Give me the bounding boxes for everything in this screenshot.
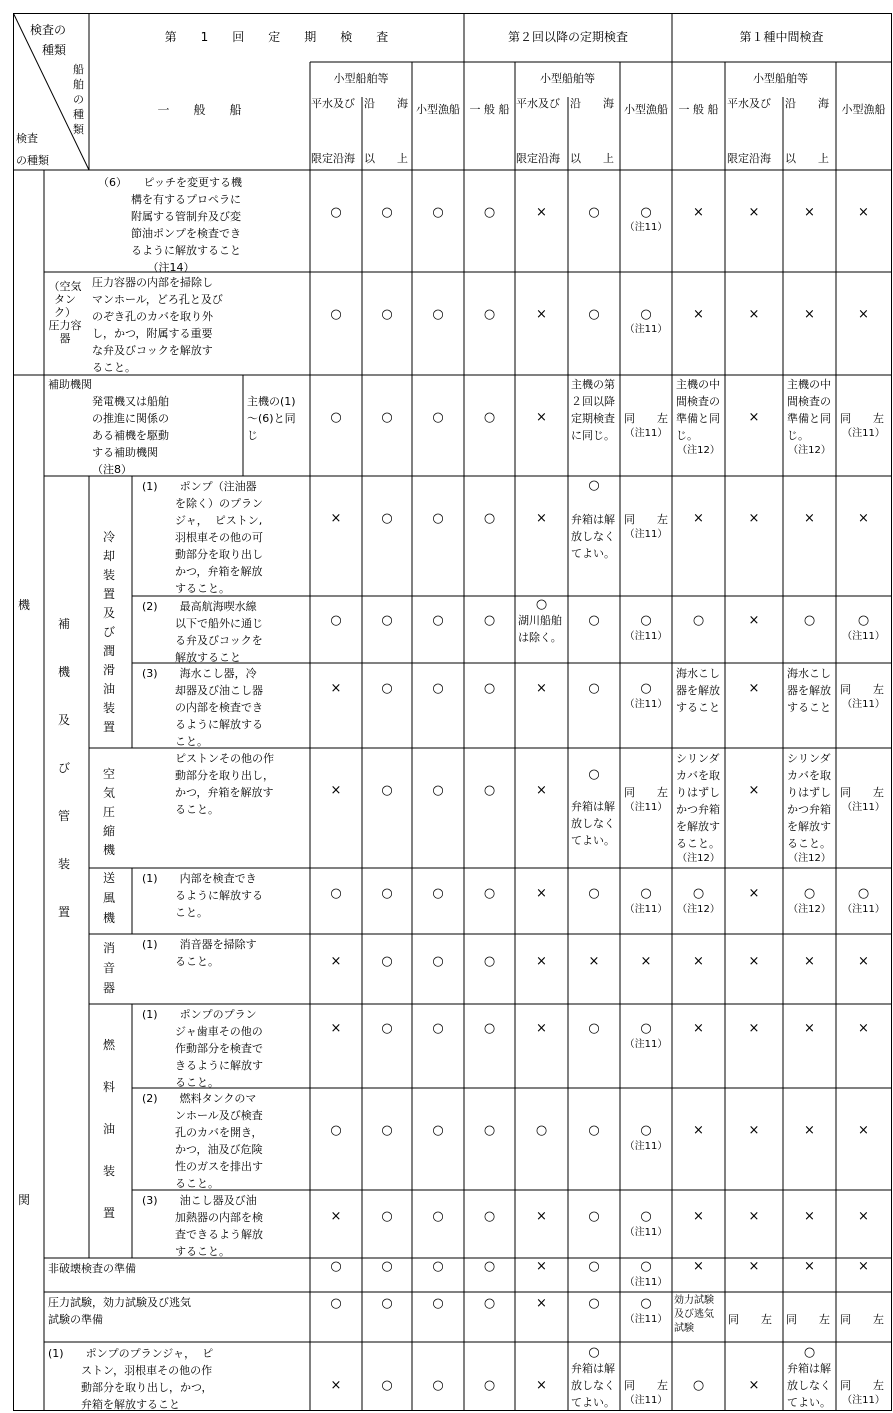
- note-cell: （注11）: [842, 904, 885, 915]
- mark-cell: ×: [804, 1259, 815, 1274]
- note-cell: （注11）: [624, 631, 668, 642]
- mark-cell: ○: [381, 954, 393, 969]
- mark-cell: ×: [804, 1021, 815, 1036]
- mark-cell: ○: [381, 1259, 393, 1274]
- mark-cell: ○: [330, 613, 342, 628]
- cell-text: 同 左: [840, 683, 884, 696]
- mark-cell: ×: [693, 954, 704, 969]
- mark-cell: ○: [330, 205, 342, 220]
- mark-cell: ×: [536, 307, 547, 322]
- note-cell: （注11）: [624, 1141, 668, 1152]
- mark-cell: ×: [858, 954, 869, 969]
- mark-cell: ○: [640, 307, 652, 322]
- small-ships-header-1: 小型船舶等: [333, 72, 389, 85]
- group-header-intermediate: 第１種中間検査: [739, 30, 824, 44]
- mark-cell: ○: [483, 511, 496, 526]
- cell-text: シリンダ カバを取 りはずし かつ弁箱 を解放す ること。: [676, 752, 720, 850]
- mark-cell: ○: [381, 886, 393, 901]
- cooling-item-1: (1) ポンプ（注油器 を除く）のプラン ジャ， ピストン, 羽根車その他の可 動部分を取り出し かつ，弁箱を解放 すること。: [142, 480, 263, 595]
- same-as-main-desc: 主機の(1) ～(6)と同 じ: [247, 395, 296, 442]
- mark-cell: ×: [330, 681, 342, 696]
- cell-text: 同 左: [786, 1313, 830, 1326]
- mark-cell: ×: [330, 1378, 342, 1393]
- mark-cell: ×: [693, 1123, 704, 1138]
- mark-cell: ○: [692, 886, 705, 901]
- mark-cell: ○: [692, 613, 705, 628]
- mark-cell: ×: [748, 1378, 760, 1393]
- cell-text: 海水こし 器を解放 すること: [787, 667, 831, 714]
- note-cell: （注11）: [624, 1395, 668, 1406]
- cooling-item-2: (2) 最高航海喫水線 以下で船外に通じ る弁及びコックを 解放すること: [142, 600, 263, 664]
- mark-cell: ○: [381, 783, 393, 798]
- group-header-first-periodic: 第 1 回 定 期 検 査: [164, 30, 389, 44]
- mark-cell: ○: [483, 1021, 496, 1036]
- mark-cell: ○: [588, 767, 600, 782]
- cooling-lubrication-label: 冷 却 装 置 及 び 潤 滑 油 装 置: [103, 530, 116, 734]
- mark-cell: ○: [330, 1296, 342, 1311]
- mark-cell: ○: [692, 1378, 705, 1393]
- cell-text: 同 左: [728, 1313, 772, 1326]
- mark-cell: ○: [803, 886, 816, 901]
- cell-text: 同 左: [840, 786, 884, 799]
- pressure-test-label: 圧力試験，効力試験及び逃気 試験の準備: [48, 1296, 191, 1326]
- pitch-propeller-desc: （6） ピッチを変更する機 構を有するプロペラに 附属する管制弁及び変 節油ポンプを検査でき るように解放すること （注14）: [98, 176, 243, 274]
- mark-cell: ○: [483, 613, 496, 628]
- note-cell: （注11）: [624, 699, 668, 710]
- mark-cell: ○: [432, 783, 444, 798]
- cell-text: 弁箱は解 放しなく てよい。: [571, 800, 615, 847]
- mark-cell: ○: [432, 681, 444, 696]
- note-cell: （注12）: [788, 904, 831, 915]
- mark-cell: ×: [693, 1259, 704, 1274]
- mark-cell: ×: [858, 1259, 869, 1274]
- mark-cell: ○: [483, 886, 496, 901]
- mark-cell: ×: [693, 1021, 704, 1036]
- note-cell: （注11）: [624, 428, 668, 439]
- mark-cell: ×: [748, 1259, 760, 1274]
- mark-cell: ×: [804, 954, 815, 969]
- fuel-item-2: (2) 燃料タンクのマ ンホール及び検査 孔のカバを開き， かつ，油及び危険 性のガスを排出す ること。: [142, 1092, 263, 1190]
- note-cell: （注11）: [842, 699, 885, 710]
- mark-cell: ×: [330, 511, 342, 526]
- note-cell: （注12）: [677, 853, 720, 864]
- mark-cell: ○: [381, 410, 393, 425]
- mark-cell: ×: [858, 1021, 869, 1036]
- mark-cell: ×: [858, 205, 869, 220]
- cell-text: 弁箱は解 放しなく てよい。: [571, 513, 615, 560]
- mark-cell: ○: [432, 1209, 444, 1224]
- mark-cell: ×: [804, 205, 815, 220]
- or-more-header-3: 以 上: [785, 152, 829, 165]
- coastal-header-3: 沿 海: [785, 97, 829, 110]
- engine-label-1: 機: [18, 598, 31, 612]
- cell-text: 同 左: [624, 412, 668, 425]
- corner-inspection-label: 検査の: [30, 23, 67, 37]
- mark-cell: ○: [640, 886, 652, 901]
- or-more-header-1: 以 上: [364, 152, 408, 165]
- corner-ship-type-label: 船 舶 の 種 類: [73, 63, 84, 136]
- mark-cell: ○: [483, 1378, 496, 1393]
- mark-cell: ○: [432, 886, 444, 901]
- mark-cell: ○: [483, 307, 496, 322]
- note-cell: （注11）: [842, 802, 885, 813]
- note-cell: （注11）: [842, 1395, 885, 1406]
- mark-cell: ○: [381, 205, 393, 220]
- note-cell: （注12）: [677, 904, 720, 915]
- mark-cell: ○: [483, 410, 496, 425]
- mark-cell: ○: [857, 613, 870, 628]
- small-fishing-header-3: 小型漁船: [841, 103, 886, 116]
- cell-text: 主機の中 間検査の 準備と同 じ。: [676, 378, 720, 442]
- smooth-water-header-1: 平水及び: [311, 97, 355, 110]
- mark-cell: ×: [330, 1209, 342, 1224]
- corner-kind-label: 検査: [16, 132, 38, 145]
- mark-cell: ○: [432, 1021, 444, 1036]
- mark-cell: ○: [381, 613, 393, 628]
- mark-cell: ○: [330, 1123, 342, 1138]
- note-cell: （注11）: [624, 802, 668, 813]
- generator-desc: 発電機又は船舶 の推進に関係の ある補機を駆動 する補助機関 （注8）: [92, 395, 169, 476]
- mark-cell: ×: [588, 954, 600, 969]
- mark-cell: ○: [483, 1209, 496, 1224]
- mark-cell: ×: [858, 1209, 869, 1224]
- mark-cell: ○: [432, 511, 444, 526]
- note-cell: （注11）: [624, 904, 668, 915]
- mark-cell: ○: [588, 478, 600, 493]
- coastal-header-2: 沿 海: [570, 97, 614, 110]
- mark-cell: ×: [748, 1123, 760, 1138]
- cell-text: 主機の中 間検査の 準備と同 じ。: [787, 378, 831, 442]
- mark-cell: ○: [588, 1209, 600, 1224]
- cell-text: シリンダ カバを取 りはずし かつ弁箱 を解放す ること。: [787, 752, 831, 850]
- note-cell: （注11）: [624, 1227, 668, 1238]
- fuel-item-1: (1) ポンプのプラン ジャ歯車その他の 作動部分を検査で きるように解放す ること。: [142, 1008, 263, 1089]
- mark-cell: ○: [432, 613, 444, 628]
- cell-text: 同 左: [624, 786, 668, 799]
- mark-cell: ○: [381, 511, 393, 526]
- note-cell: （注11）: [624, 1277, 668, 1288]
- mark-cell: ○: [432, 1123, 444, 1138]
- mark-cell: ×: [748, 681, 760, 696]
- or-more-header-2: 以 上: [570, 152, 614, 165]
- cooling-item-3: (3) 海水こし器，冷 却器及び油こし器 の内部を検査でき るように解放する こと。: [142, 667, 263, 748]
- mark-cell: ×: [330, 1021, 342, 1036]
- mark-cell: ○: [381, 307, 393, 322]
- mark-cell: ○: [535, 1123, 548, 1138]
- limited-coastal-header-1: 限定沿海: [311, 152, 355, 165]
- mark-cell: ×: [693, 307, 704, 322]
- mark-cell: ×: [858, 511, 869, 526]
- mark-cell: ○: [381, 681, 393, 696]
- mark-cell: ×: [748, 307, 760, 322]
- mark-cell: ×: [748, 205, 760, 220]
- last-item-desc: (1) ポンプのプランジャ， ピ ストン，羽根車その他の作 動部分を取り出し，かつ， 弁箱を解放すること: [48, 1347, 214, 1411]
- note-cell: （注11）: [624, 222, 668, 233]
- mark-cell: ○: [588, 1259, 600, 1274]
- note-cell: （注11）: [624, 1314, 668, 1325]
- mark-cell: ○: [640, 1021, 652, 1036]
- mark-cell: ○: [803, 613, 816, 628]
- mark-cell: ○: [432, 1296, 444, 1311]
- mark-cell: ×: [748, 613, 760, 628]
- mark-cell: ○: [803, 1345, 816, 1360]
- mark-cell: ×: [536, 205, 547, 220]
- note-cell: （注11）: [624, 529, 668, 540]
- mark-cell: ×: [536, 954, 547, 969]
- muffler-desc: (1) 消音器を掃除す ること。: [142, 938, 257, 968]
- mark-cell: ×: [640, 954, 652, 969]
- mark-cell: ×: [330, 783, 342, 798]
- mark-cell: ×: [748, 410, 760, 425]
- mark-cell: ○: [640, 1296, 652, 1311]
- cell-text: 同 左: [840, 412, 884, 425]
- mark-cell: ×: [804, 511, 815, 526]
- mark-cell: ○: [588, 307, 600, 322]
- blower-desc: (1) 内部を検査でき るように解放する こと。: [142, 872, 263, 919]
- mark-cell: ×: [330, 954, 342, 969]
- cell-text: 海水こし 器を解放 すること: [676, 667, 720, 714]
- mark-cell: ○: [483, 1259, 496, 1274]
- mark-cell: ×: [804, 307, 815, 322]
- note-cell: （注12）: [788, 853, 831, 864]
- mark-cell: ×: [536, 783, 547, 798]
- mark-cell: ○: [330, 886, 342, 901]
- engine-label-2: 関: [18, 1193, 31, 1207]
- pressure-vessel-desc: 圧力容器の内部を掃除し マンホール，どろ孔と及び のぞき孔のカバを取り外 し，かつ，附属する重要 な弁及びコックを解放す ること。: [92, 276, 223, 374]
- mark-cell: ○: [432, 205, 444, 220]
- cell-text: 弁箱は解 放しなく てよい。: [787, 1362, 831, 1409]
- aux-machinery-label: 補助機関: [48, 378, 92, 391]
- cell-text: 同 左: [624, 1379, 668, 1392]
- mark-cell: ×: [536, 1378, 547, 1393]
- air-compressor-label: 空 気 圧 縮 機: [103, 767, 116, 857]
- mark-cell: ×: [748, 511, 760, 526]
- note-cell: （注11）: [842, 428, 885, 439]
- mark-cell: ○: [640, 681, 652, 696]
- mark-cell: ○: [330, 307, 342, 322]
- fuel-oil-label: 燃 料 油 装 置: [103, 1038, 116, 1220]
- mark-cell: ○: [588, 681, 600, 696]
- cell-text: 同 左: [840, 1379, 884, 1392]
- cell-text: 効力試験 及び逃気 試験: [674, 1295, 714, 1334]
- small-fishing-header-2: 小型漁船: [624, 103, 668, 116]
- corner-type-label: 種類: [42, 43, 67, 57]
- mark-cell: ×: [858, 307, 869, 322]
- air-compressor-desc: ピストンその他の作 動部分を取り出し， かつ，弁箱を解放す ること。: [174, 752, 274, 816]
- smooth-water-header-2: 平水及び: [516, 97, 560, 110]
- mark-cell: ×: [804, 1123, 815, 1138]
- mark-cell: ○: [640, 613, 652, 628]
- mark-cell: ○: [381, 1123, 393, 1138]
- mark-cell: ○: [588, 1021, 600, 1036]
- small-fishing-header-1: 小型漁船: [416, 103, 460, 116]
- small-ships-header-3: 小型船舶等: [753, 72, 808, 85]
- mark-cell: ×: [536, 1021, 547, 1036]
- general-ship-header-1: 一 般 船: [157, 103, 242, 117]
- aux-piping-label: 補 機 及 び 管 装 置: [58, 617, 71, 919]
- limited-coastal-header-3: 限定沿海: [727, 152, 771, 165]
- fuel-item-3: (3) 油こし器及び油 加熱器の内部を検 査できるよう解放 すること。: [142, 1194, 263, 1258]
- mark-cell: ○: [330, 1259, 342, 1274]
- cell-text: 同 左: [624, 513, 668, 526]
- mark-cell: ○: [483, 205, 496, 220]
- mark-cell: ○: [588, 1123, 600, 1138]
- cell-text: 湖川船舶 は除く。: [518, 614, 562, 644]
- mark-cell: ×: [536, 1259, 547, 1274]
- mark-cell: ×: [858, 1123, 869, 1138]
- general-ship-header-3: 一 般 船: [678, 103, 719, 116]
- mark-cell: ×: [748, 783, 760, 798]
- mark-cell: ○: [640, 1259, 652, 1274]
- mark-cell: ×: [748, 886, 760, 901]
- mark-cell: ×: [693, 1209, 704, 1224]
- limited-coastal-header-2: 限定沿海: [516, 152, 560, 165]
- note-cell: （注11）: [842, 631, 885, 642]
- small-ships-header-2: 小型船舶等: [540, 72, 595, 85]
- mark-cell: ×: [536, 410, 547, 425]
- mark-cell: ○: [330, 410, 342, 425]
- mark-cell: ○: [381, 1378, 393, 1393]
- note-cell: （注12）: [788, 445, 831, 456]
- mark-cell: ○: [483, 1296, 496, 1311]
- mark-cell: ○: [483, 954, 496, 969]
- mark-cell: ○: [857, 886, 870, 901]
- mark-cell: ×: [748, 1021, 760, 1036]
- mark-cell: ○: [588, 205, 600, 220]
- cell-text: 同 左: [840, 1313, 884, 1326]
- note-cell: （注11）: [624, 1039, 668, 1050]
- mark-cell: ○: [381, 1209, 393, 1224]
- note-cell: （注12）: [677, 445, 720, 456]
- coastal-header-1: 沿 海: [364, 97, 408, 110]
- mark-cell: ○: [588, 1296, 600, 1311]
- mark-cell: ○: [432, 307, 444, 322]
- muffler-label: 消 音 器: [103, 941, 116, 995]
- cell-text: 主機の第 ２回以降 定期検査 に同じ。: [571, 378, 615, 442]
- mark-cell: ○: [381, 1296, 393, 1311]
- mark-cell: ○: [432, 1259, 444, 1274]
- note-cell: （注11）: [624, 324, 668, 335]
- mark-cell: ○: [640, 1209, 652, 1224]
- cell-text: 弁箱は解 放しなく てよい。: [571, 1362, 615, 1409]
- mark-cell: ○: [588, 886, 600, 901]
- mark-cell: ○: [483, 681, 496, 696]
- mark-cell: ○: [432, 1378, 444, 1393]
- mark-cell: ×: [536, 511, 547, 526]
- mark-cell: ○: [640, 205, 652, 220]
- mark-cell: ○: [483, 783, 496, 798]
- blower-label: 送 風 機: [103, 871, 116, 925]
- mark-cell: ○: [432, 410, 444, 425]
- mark-cell: ○: [432, 954, 444, 969]
- mark-cell: ×: [536, 681, 547, 696]
- mark-cell: ×: [693, 511, 704, 526]
- mark-cell: ○: [535, 597, 548, 612]
- pressure-vessel-label: （空気タンク） 圧力容器: [48, 280, 82, 345]
- mark-cell: ×: [748, 1209, 760, 1224]
- mark-cell: ○: [588, 1345, 600, 1360]
- mark-cell: ×: [804, 1209, 815, 1224]
- mark-cell: ○: [588, 613, 600, 628]
- mark-cell: ○: [640, 1123, 652, 1138]
- mark-cell: ×: [693, 205, 704, 220]
- corner-kind-label-2: の種類: [16, 154, 49, 167]
- mark-cell: ○: [381, 1021, 393, 1036]
- smooth-water-header-3: 平水及び: [727, 97, 771, 110]
- mark-cell: ×: [536, 1209, 547, 1224]
- mark-cell: ×: [536, 1296, 547, 1311]
- group-header-second-periodic: 第２回以降の定期検査: [507, 30, 628, 44]
- mark-cell: ×: [748, 954, 760, 969]
- mark-cell: ×: [536, 886, 547, 901]
- ndt-prep-label: 非破壊検査の準備: [48, 1262, 136, 1275]
- mark-cell: ○: [483, 1123, 496, 1138]
- general-ship-header-2: 一 般 船: [469, 103, 510, 116]
